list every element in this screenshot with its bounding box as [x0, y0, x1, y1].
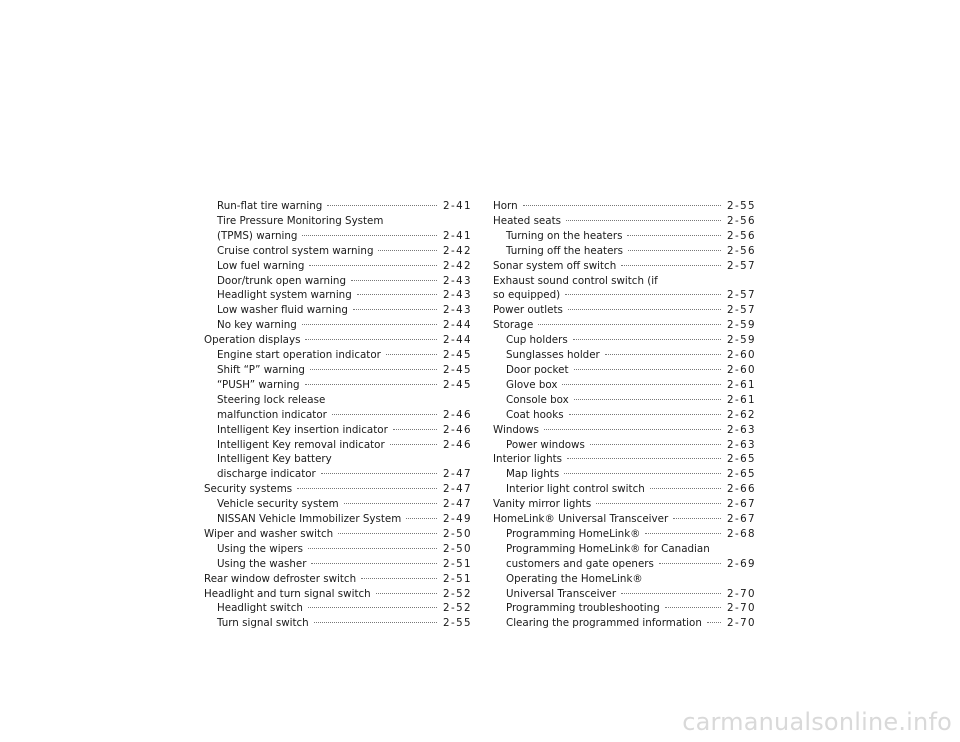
toc-entry-label: Shift “P” warning — [217, 363, 305, 376]
toc-entry-glove-box[interactable] — [493, 378, 756, 393]
toc-entry-label: Vehicle security system — [217, 498, 339, 511]
toc-entry-tire-pressure-monitoring-system[interactable] — [204, 229, 472, 244]
toc-entry-turn-signal-switch[interactable] — [204, 616, 472, 631]
dot-leader — [565, 294, 721, 295]
toc-entry-label-line1: Programming HomeLink® for Canadian — [506, 542, 710, 555]
toc-entry-label: Door pocket — [506, 363, 569, 376]
toc-page-number: 2-47 — [443, 468, 472, 481]
toc-entry-console-box[interactable] — [493, 393, 756, 408]
toc-entry-shift-p-warning[interactable] — [204, 363, 472, 378]
toc-page-number: 2-50 — [443, 542, 472, 555]
dot-leader — [659, 563, 721, 564]
toc-entry-windows[interactable] — [493, 423, 756, 438]
toc-page-number: 2-41 — [443, 200, 472, 212]
toc-page-number: 2-45 — [443, 378, 472, 391]
toc-entry-label-line1: Tire Pressure Monitoring System — [217, 214, 384, 227]
toc-entry-programming-homelink-for-canadian[interactable] — [493, 557, 756, 572]
toc-right-column — [493, 199, 756, 631]
toc-page-number: 2-65 — [727, 468, 756, 481]
toc-entry-programming-homelink[interactable] — [493, 527, 756, 542]
toc-entry-label: Coat hooks — [506, 408, 564, 421]
toc-page-number: 2-45 — [443, 349, 472, 362]
dot-leader — [327, 205, 437, 206]
toc-page-number: 2-61 — [727, 393, 756, 406]
toc-page-number: 2-46 — [443, 408, 472, 421]
toc-page-number: 2-66 — [727, 483, 756, 496]
toc-entry-cruise-control-system-warning[interactable] — [204, 244, 472, 259]
dot-leader — [309, 265, 437, 266]
toc-entry-label: Low fuel warning — [217, 259, 305, 272]
dot-leader — [321, 473, 437, 474]
toc-page-number: 2-45 — [443, 363, 472, 376]
dot-leader — [308, 607, 437, 608]
dot-leader — [297, 488, 437, 489]
toc-entry-operation-displays[interactable] — [204, 333, 472, 348]
toc-page-number: 2-62 — [727, 408, 756, 421]
toc-entry-headlight-system-warning[interactable] — [204, 288, 472, 303]
toc-page-number: 2-43 — [443, 289, 472, 302]
dot-leader — [523, 205, 721, 206]
toc-entry-label: Power outlets — [493, 304, 563, 317]
dot-leader — [406, 518, 437, 519]
toc-entry-label: Headlight system warning — [217, 289, 352, 302]
toc-entry-label: Sonar system off switch — [493, 259, 617, 272]
dot-leader — [574, 399, 721, 400]
toc-page-number: 2-44 — [443, 319, 472, 332]
toc-entry-map-lights[interactable] — [493, 467, 756, 482]
toc-entry-low-washer-fluid-warning[interactable] — [204, 303, 472, 318]
toc-entry-label: Using the washer — [217, 557, 307, 570]
toc-entry-run-flat-tire-warning[interactable] — [204, 199, 472, 214]
toc-entry-label: No key warning — [217, 319, 297, 332]
toc-entry-label: Operation displays — [204, 334, 301, 347]
toc-page-number: 2-61 — [727, 378, 756, 391]
toc-entry-label: Headlight and turn signal switch — [204, 587, 371, 600]
toc-entry-rear-window-defroster-switch[interactable] — [204, 572, 472, 587]
toc-entry-headlight-and-turn-signal-switch[interactable] — [204, 587, 472, 602]
toc-page-number: 2-49 — [443, 513, 472, 526]
dot-leader — [338, 533, 437, 534]
toc-entry-power-outlets[interactable] — [493, 303, 756, 318]
watermark-text: carmanualsonline.info — [682, 708, 952, 736]
dot-leader — [310, 369, 437, 370]
toc-page-number: 2-51 — [443, 572, 472, 585]
toc-entry-wiper-and-washer-switch[interactable] — [204, 527, 472, 542]
toc-entry-label: Programming HomeLink® — [506, 527, 641, 540]
dot-leader — [621, 593, 721, 594]
dot-leader — [390, 444, 437, 445]
toc-entry-label: Cup holders — [506, 334, 568, 347]
toc-page-number: 2-42 — [443, 244, 472, 257]
toc-entry-clearing-the-programmed-information[interactable] — [493, 616, 756, 631]
toc-page-number: 2-70 — [727, 587, 756, 600]
toc-page-number: 2-46 — [443, 423, 472, 436]
toc-entry-storage[interactable] — [493, 318, 756, 333]
toc-page-number: 2-57 — [727, 304, 756, 317]
dot-leader — [544, 429, 721, 430]
toc-entry-push-warning[interactable] — [204, 378, 472, 393]
dot-leader — [386, 354, 437, 355]
dot-leader — [574, 369, 722, 370]
toc-entry-label: Headlight switch — [217, 602, 303, 615]
toc-entry-door-trunk-open-warning[interactable] — [204, 274, 472, 289]
toc-entry-label: Cruise control system warning — [217, 244, 374, 257]
toc-entry-homelink-universal-transceiver[interactable] — [493, 512, 756, 527]
toc-entry-label-line1: Exhaust sound control switch (if — [493, 274, 658, 287]
dot-leader — [305, 384, 437, 385]
toc-entry-label: “PUSH” warning — [217, 378, 300, 391]
toc-entry-label: NISSAN Vehicle Immobilizer System — [217, 513, 402, 526]
toc-entry-label: Intelligent Key removal indicator — [217, 438, 385, 451]
toc-entry-turning-on-the-heaters[interactable] — [493, 229, 756, 244]
dot-leader — [673, 518, 721, 519]
toc-entry-label-line1: Intelligent Key battery — [217, 453, 332, 466]
toc-entry-label: Horn — [493, 200, 518, 212]
toc-page-number: 2-65 — [727, 453, 756, 466]
dot-leader — [665, 607, 721, 608]
toc-entry-label: customers and gate openers — [506, 557, 654, 570]
dot-leader — [562, 384, 721, 385]
toc-entry-label: Turn signal switch — [217, 617, 309, 630]
toc-page-number: 2-59 — [727, 334, 756, 347]
toc-page-number: 2-60 — [727, 363, 756, 376]
toc-entry-exhaust-sound-control-switch-if[interactable] — [493, 288, 756, 303]
dot-leader — [590, 444, 721, 445]
toc-page-number: 2-47 — [443, 483, 472, 496]
toc-page-number: 2-63 — [727, 423, 756, 436]
dot-leader — [378, 250, 437, 251]
toc-page-number: 2-44 — [443, 334, 472, 347]
toc-entry-label: Engine start operation indicator — [217, 349, 381, 362]
toc-page-number: 2-55 — [443, 617, 472, 630]
dot-leader — [628, 250, 721, 251]
toc-entry-label: Interior lights — [493, 453, 563, 466]
toc-entry-intelligent-key-battery[interactable] — [204, 467, 472, 482]
toc-page-number: 2-52 — [443, 602, 472, 615]
toc-page-number: 2-47 — [443, 498, 472, 511]
toc-entry-label: Console box — [506, 393, 569, 406]
dot-leader — [627, 235, 721, 236]
toc-page-number: 2-57 — [727, 259, 756, 272]
toc-page-number: 2-60 — [727, 349, 756, 362]
dot-leader — [650, 488, 721, 489]
toc-page-number: 2-67 — [727, 513, 756, 526]
toc-entry-label: Map lights — [506, 468, 560, 481]
toc-page-number: 2-70 — [727, 617, 756, 630]
toc-entry-using-the-wipers[interactable] — [204, 542, 472, 557]
dot-leader — [564, 473, 721, 474]
toc-page-number: 2-50 — [443, 527, 472, 540]
toc-page-number: 2-68 — [727, 527, 756, 540]
toc-entry-label: Sunglasses holder — [506, 349, 600, 362]
toc-entry-label: Power windows — [506, 438, 585, 451]
dot-leader — [314, 622, 437, 623]
toc-entry-turning-off-the-heaters[interactable] — [493, 244, 756, 259]
dot-leader — [393, 429, 437, 430]
toc-entry-label: Intelligent Key insertion indicator — [217, 423, 388, 436]
dot-leader — [566, 220, 721, 221]
dot-leader — [332, 414, 437, 415]
toc-entry-steering-lock-release[interactable] — [204, 408, 472, 423]
toc-entry-label: Vanity mirror lights — [493, 498, 592, 511]
dot-leader — [357, 294, 437, 295]
toc-entry-label: so equipped) — [493, 289, 561, 302]
toc-entry-power-windows[interactable] — [493, 438, 756, 453]
toc-entry-label: Interior light control switch — [506, 483, 645, 496]
toc-entry-security-systems[interactable] — [204, 482, 472, 497]
toc-entry-label: Turning on the heaters — [506, 229, 623, 242]
toc-entry-label: discharge indicator — [217, 468, 316, 481]
toc-entry-operating-the-homelink[interactable] — [493, 587, 756, 602]
toc-entry-interior-light-control-switch[interactable] — [493, 482, 756, 497]
toc-entry-label: Using the wipers — [217, 542, 304, 555]
toc-page-number: 2-43 — [443, 304, 472, 317]
toc-entry-label: Clearing the programmed information — [506, 617, 702, 630]
toc-entry-label-line1: Operating the HomeLink® — [506, 572, 643, 585]
toc-page-number: 2-51 — [443, 557, 472, 570]
toc-entry-coat-hooks[interactable] — [493, 408, 756, 423]
toc-page-number: 2-52 — [443, 587, 472, 600]
toc-entry-intelligent-key-removal-indicator[interactable] — [204, 438, 472, 453]
toc-entry-label: Security systems — [204, 483, 293, 496]
toc-page-number: 2-63 — [727, 438, 756, 451]
dot-leader — [344, 503, 437, 504]
toc-page-number: 2-56 — [727, 229, 756, 242]
dot-leader — [311, 563, 437, 564]
toc-entry-label: Universal Transceiver — [506, 587, 617, 600]
dot-leader — [308, 548, 437, 549]
toc-entry-label: Run-flat tire warning — [217, 200, 323, 212]
toc-page-number: 2-69 — [727, 557, 756, 570]
toc-entry-door-pocket[interactable] — [493, 363, 756, 378]
toc-entry-label: Low washer fluid warning — [217, 304, 348, 317]
dot-leader — [351, 280, 437, 281]
toc-entry-horn[interactable] — [493, 199, 756, 214]
toc-entry-label-line1: Steering lock release — [217, 393, 326, 406]
dot-leader — [538, 324, 721, 325]
dot-leader — [621, 265, 721, 266]
toc-entry-label: Programming troubleshooting — [506, 602, 660, 615]
toc-page-number: 2-55 — [727, 200, 756, 212]
toc-entry-low-fuel-warning[interactable] — [204, 259, 472, 274]
dot-leader — [569, 414, 721, 415]
toc-entry-label: Turning off the heaters — [506, 244, 624, 257]
toc-entry-sonar-system-off-switch[interactable] — [493, 259, 756, 274]
toc-entry-heated-seats[interactable] — [493, 214, 756, 229]
dot-leader — [645, 533, 721, 534]
toc-entry-vehicle-security-system[interactable] — [204, 497, 472, 512]
dot-leader — [567, 458, 721, 459]
toc-entry-nissan-vehicle-immobilizer-system[interactable] — [204, 512, 472, 527]
toc-entry-sunglasses-holder[interactable] — [493, 348, 756, 363]
toc-entry-label: Windows — [493, 423, 539, 436]
toc-entry-cup-holders[interactable] — [493, 333, 756, 348]
toc-page-number: 2-56 — [727, 214, 756, 227]
toc-left-column — [204, 199, 472, 631]
toc-entry-label: malfunction indicator — [217, 408, 327, 421]
dot-leader — [707, 622, 721, 623]
toc-entry-vanity-mirror-lights[interactable] — [493, 497, 756, 512]
toc-entry-label: Heated seats — [493, 214, 561, 227]
dot-leader — [568, 309, 721, 310]
toc-entry-label: Wiper and washer switch — [204, 527, 334, 540]
toc-page-number: 2-59 — [727, 319, 756, 332]
dot-leader — [302, 324, 437, 325]
toc-page-number: 2-46 — [443, 438, 472, 451]
toc-page-number: 2-41 — [443, 229, 472, 242]
dot-leader — [305, 339, 437, 340]
toc-entry-label: Door/trunk open warning — [217, 274, 346, 287]
toc-entry-label: Glove box — [506, 378, 558, 391]
dot-leader — [573, 339, 721, 340]
toc-entry-no-key-warning[interactable] — [204, 318, 472, 333]
toc-page-number: 2-42 — [443, 259, 472, 272]
toc-entry-using-the-washer[interactable] — [204, 557, 472, 572]
dot-leader — [353, 309, 437, 310]
dot-leader — [376, 593, 437, 594]
dot-leader — [302, 235, 437, 236]
toc-entry-label: (TPMS) warning — [217, 229, 298, 242]
dot-leader — [605, 354, 721, 355]
toc-page-number: 2-67 — [727, 498, 756, 511]
toc-page-number: 2-70 — [727, 602, 756, 615]
toc-page-number: 2-56 — [727, 244, 756, 257]
toc-entry-engine-start-operation-indicator[interactable] — [204, 348, 472, 363]
toc-entry-label: HomeLink® Universal Transceiver — [493, 513, 669, 526]
dot-leader — [361, 578, 437, 579]
dot-leader — [596, 503, 721, 504]
toc-entry-interior-lights[interactable] — [493, 452, 756, 467]
toc-entry-intelligent-key-insertion-indicator[interactable] — [204, 423, 472, 438]
toc-entry-headlight-switch[interactable] — [204, 601, 472, 616]
toc-entry-label: Rear window defroster switch — [204, 572, 357, 585]
toc-page-number: 2-43 — [443, 274, 472, 287]
toc-page-number: 2-57 — [727, 289, 756, 302]
toc-entry-label: Storage — [493, 319, 534, 332]
toc-entry-programming-troubleshooting[interactable] — [493, 601, 756, 616]
